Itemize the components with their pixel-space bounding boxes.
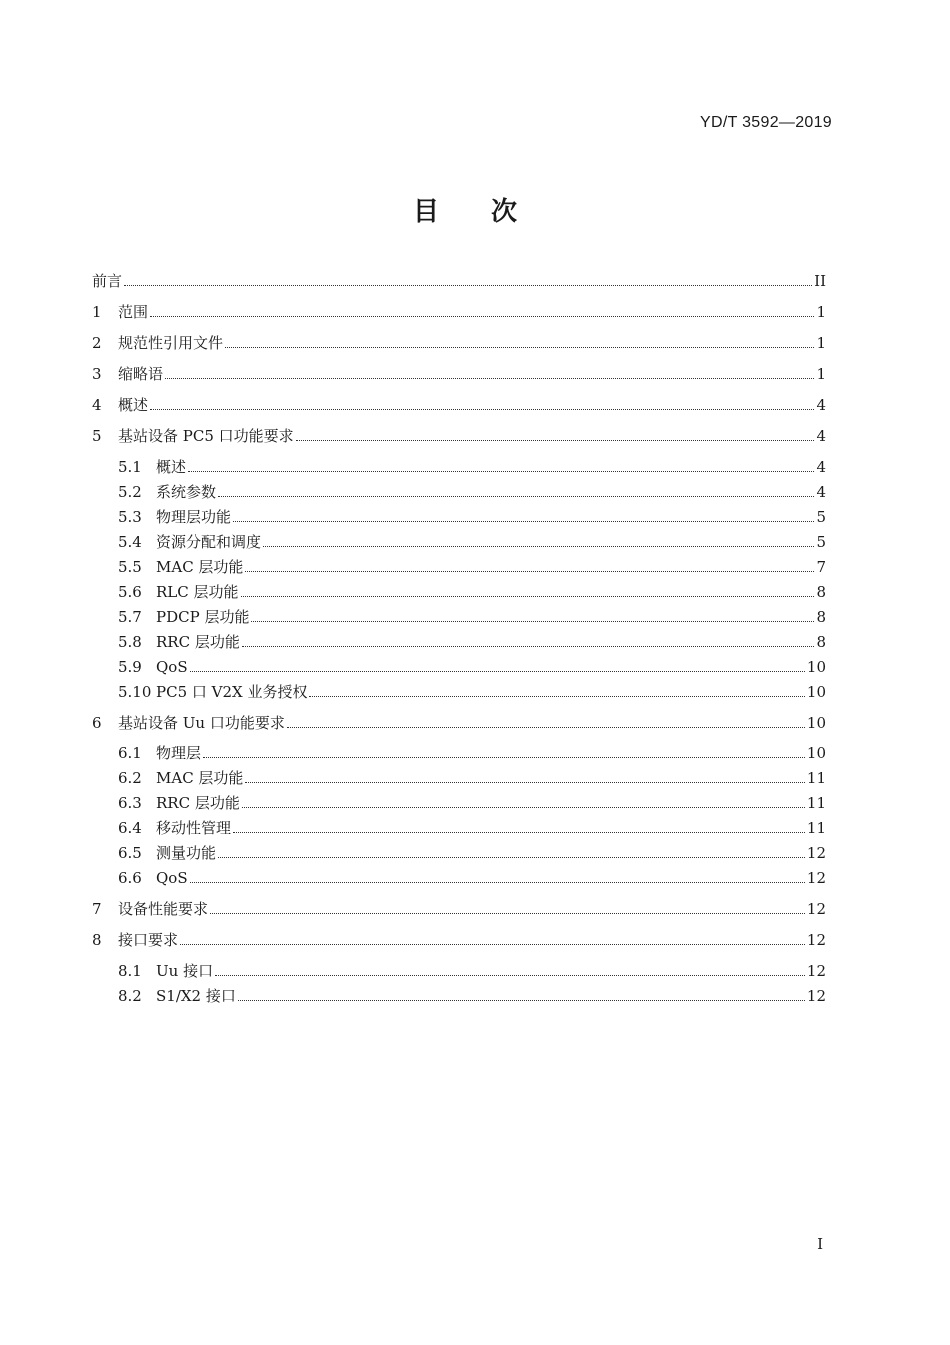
dot-leader	[190, 882, 805, 883]
toc-entry-label: 物理层功能	[156, 508, 232, 526]
dot-leader	[296, 440, 815, 441]
toc-entry-label: 前言	[92, 272, 123, 290]
toc-entry-page: 4	[816, 396, 826, 414]
toc-entry-label: 资源分配和调度	[156, 533, 262, 551]
dot-leader	[218, 496, 814, 497]
toc-entry-number: 5.9	[118, 658, 142, 676]
toc-entry-page: 5	[816, 508, 826, 526]
toc-entry-number: 6.3	[118, 794, 142, 812]
toc-entry-page: 10	[806, 658, 826, 676]
dot-leader	[188, 471, 814, 472]
dot-leader	[210, 913, 805, 914]
toc-entry-label: 范围	[118, 303, 149, 321]
dot-leader	[245, 782, 804, 783]
toc-entry[interactable]	[118, 841, 826, 863]
toc-entry-number: 4	[92, 396, 102, 414]
toc-entry-page: 4	[816, 427, 826, 445]
toc-entry-number: 5.2	[118, 483, 142, 501]
toc-entry-page: 8	[816, 583, 826, 601]
toc-entry-page: 11	[806, 769, 826, 787]
toc-entry-number: 5	[92, 427, 102, 445]
page-number: I	[817, 1235, 823, 1253]
toc-entry[interactable]	[118, 866, 826, 888]
toc-entry-label: 系统参数	[156, 483, 217, 501]
title-char-2: 次	[491, 197, 518, 227]
toc-entry-number: 7	[92, 900, 102, 918]
toc-entry-page: 11	[806, 794, 826, 812]
dot-leader	[150, 316, 814, 317]
toc-entry[interactable]	[92, 711, 826, 733]
toc-entry-page: 1	[816, 365, 826, 383]
toc-entry-page: 4	[816, 458, 826, 476]
toc-entry[interactable]	[92, 300, 826, 322]
toc-entry-page: 1	[816, 334, 826, 352]
dot-leader	[215, 975, 805, 976]
toc-entry-number: 6.6	[118, 869, 142, 887]
toc-entry-page: 8	[816, 608, 826, 626]
dot-leader	[233, 832, 805, 833]
toc-entry[interactable]	[118, 680, 826, 702]
toc-entry-page: 12	[806, 962, 826, 980]
toc-entry-label: 移动性管理	[156, 819, 232, 837]
toc-entry-page: II	[814, 272, 826, 290]
toc-entry-page: 1	[816, 303, 826, 321]
toc-entry-number: 6.4	[118, 819, 142, 837]
toc-entry[interactable]	[118, 816, 826, 838]
toc-entry[interactable]	[118, 555, 826, 577]
title-char-1: 目	[412, 197, 439, 227]
dot-leader	[309, 696, 804, 697]
toc-entry[interactable]	[92, 269, 826, 291]
toc-entry[interactable]	[118, 630, 826, 652]
toc-entry-label: 缩略语	[118, 365, 164, 383]
toc-entry-number: 5.5	[118, 558, 142, 576]
toc-entry-page: 10	[806, 683, 826, 701]
toc-entry-number: 8.2	[118, 987, 142, 1005]
toc-entry-page: 10	[806, 744, 826, 762]
toc-entry-label: 规范性引用文件	[118, 334, 224, 352]
toc-entry-label: MAC 层功能	[156, 769, 244, 787]
toc-entry[interactable]	[118, 984, 826, 1006]
toc-entry-label: 基站设备 PC5 口功能要求	[118, 427, 294, 445]
dot-leader	[180, 944, 805, 945]
toc-entry[interactable]	[92, 424, 826, 446]
toc-entry[interactable]	[92, 928, 826, 950]
toc-entry-page: 7	[816, 558, 826, 576]
toc-entry-label: S1/X2 接口	[156, 987, 236, 1005]
dot-leader	[242, 807, 805, 808]
document-code: YD/T 3592—2019	[700, 114, 832, 131]
toc-entry[interactable]	[92, 362, 826, 384]
toc-entry[interactable]	[118, 791, 826, 813]
dot-leader	[190, 671, 805, 672]
dot-leader	[233, 521, 814, 522]
toc-entry[interactable]	[92, 393, 826, 415]
toc-entry-label: MAC 层功能	[156, 558, 244, 576]
dot-leader	[242, 646, 815, 647]
dot-leader	[218, 857, 805, 858]
toc-entry-label: PC5 口 V2X 业务授权	[156, 683, 308, 701]
dot-leader	[203, 757, 805, 758]
toc-entry-number: 6.5	[118, 844, 142, 862]
toc-entry-number: 5.4	[118, 533, 142, 551]
toc-entry-number: 5.8	[118, 633, 142, 651]
toc-entry-label: 基站设备 Uu 口功能要求	[118, 714, 285, 732]
toc-entry-label: Uu 接口	[156, 962, 214, 980]
toc-entry[interactable]	[118, 605, 826, 627]
toc-entry[interactable]	[118, 741, 826, 763]
toc-entry-page: 12	[806, 931, 826, 949]
toc-entry[interactable]	[118, 455, 826, 477]
toc-entry-label: 测量功能	[156, 844, 217, 862]
dot-leader	[124, 285, 812, 286]
toc-entry-label: QoS	[156, 658, 188, 676]
toc-entry-label: 接口要求	[118, 931, 179, 949]
dot-leader	[150, 409, 814, 410]
dot-leader	[241, 596, 815, 597]
toc-entry-number: 8.1	[118, 962, 142, 980]
toc-entry-label: PDCP 层功能	[156, 608, 250, 626]
page-title	[0, 191, 930, 228]
dot-leader	[225, 347, 814, 348]
toc-entry-page: 12	[806, 900, 826, 918]
toc-entry-page: 11	[806, 819, 826, 837]
toc-entry[interactable]	[118, 959, 826, 981]
toc-entry-number: 3	[92, 365, 102, 383]
toc-entry[interactable]	[92, 897, 826, 919]
toc-entry-page: 12	[806, 987, 826, 1005]
toc-entry-page: 4	[816, 483, 826, 501]
toc-entry-label: RRC 层功能	[156, 633, 240, 651]
dot-leader	[238, 1000, 805, 1001]
toc-entry-label: RLC 层功能	[156, 583, 239, 601]
toc-entry-number: 8	[92, 931, 102, 949]
dot-leader	[251, 621, 814, 622]
toc-entry-page: 12	[806, 844, 826, 862]
toc-entry-label: 物理层	[156, 744, 202, 762]
toc-entry-number: 1	[92, 303, 102, 321]
toc-entry-label: QoS	[156, 869, 188, 887]
toc-entry-label: 设备性能要求	[118, 900, 209, 918]
toc-entry-page: 5	[816, 533, 826, 551]
toc-entry-page: 10	[806, 714, 826, 732]
toc-entry-label: RRC 层功能	[156, 794, 240, 812]
dot-leader	[245, 571, 814, 572]
toc-entry[interactable]	[118, 480, 826, 502]
toc-entry-number: 5.10	[118, 683, 152, 701]
toc-entry-number: 2	[92, 334, 102, 352]
toc-entry[interactable]	[92, 331, 826, 353]
dot-leader	[287, 727, 805, 728]
toc-entry[interactable]	[118, 766, 826, 788]
toc-entry[interactable]	[118, 655, 826, 677]
toc-entry[interactable]	[118, 505, 826, 527]
toc-entry-label: 概述	[118, 396, 149, 414]
toc-entry-number: 6.1	[118, 744, 142, 762]
toc-entry-number: 6.2	[118, 769, 142, 787]
toc-entry[interactable]	[118, 580, 826, 602]
dot-leader	[263, 546, 814, 547]
dot-leader	[165, 378, 814, 379]
toc-entry-page: 12	[806, 869, 826, 887]
toc-entry-number: 5.3	[118, 508, 142, 526]
toc-entry[interactable]	[118, 530, 826, 552]
toc-entry-number: 5.1	[118, 458, 142, 476]
toc-entry-label: 概述	[156, 458, 187, 476]
toc-entry-page: 8	[816, 633, 826, 651]
toc-entry-number: 5.7	[118, 608, 142, 626]
toc-entry-number: 5.6	[118, 583, 142, 601]
toc-entry-number: 6	[92, 714, 102, 732]
